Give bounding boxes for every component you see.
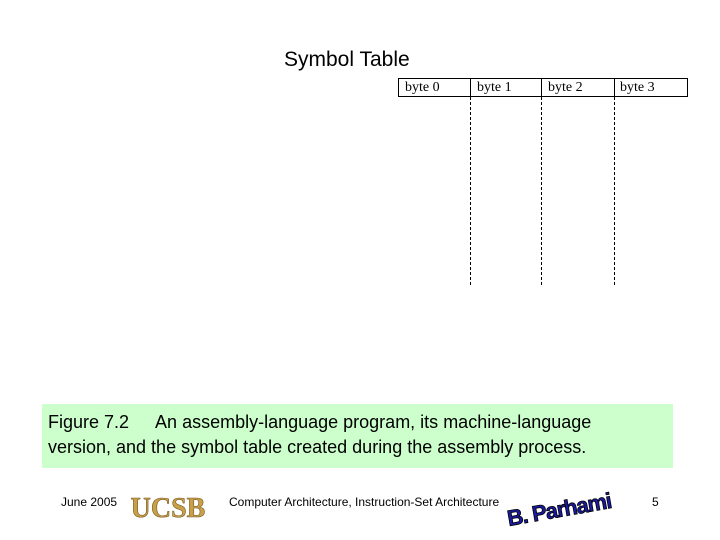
ucsb-logo xyxy=(122,485,214,531)
column-divider xyxy=(470,97,471,285)
header-divider xyxy=(614,79,615,96)
logo-text: UCSB xyxy=(130,493,206,524)
symbol-table-title: Symbol Table xyxy=(284,48,410,71)
header-divider xyxy=(541,79,542,96)
byte-0-header: byte 0 xyxy=(405,80,440,95)
byte-3-header: byte 3 xyxy=(620,80,655,95)
byte-1-header: byte 1 xyxy=(477,80,512,95)
figure-caption xyxy=(42,404,673,468)
signature-text: B. Parhami xyxy=(505,488,613,531)
author-signature xyxy=(505,487,613,531)
column-divider xyxy=(541,97,542,285)
byte-2-header: byte 2 xyxy=(548,80,583,95)
column-divider xyxy=(614,97,615,285)
caption-line-2: version, and the symbol table created during the assembly process. xyxy=(48,437,587,457)
header-divider xyxy=(470,79,471,96)
byte-header-row xyxy=(398,78,688,97)
page-number: 5 xyxy=(652,495,659,509)
caption-line-1 xyxy=(48,410,667,435)
footer-course-title: Computer Architecture, Instruction-Set Architecture xyxy=(229,495,500,509)
caption-text-1: An assembly-language program, its machine-language xyxy=(155,412,592,432)
figure-number: Figure 7.2 xyxy=(48,412,130,432)
footer-date: June 2005 xyxy=(61,495,118,509)
